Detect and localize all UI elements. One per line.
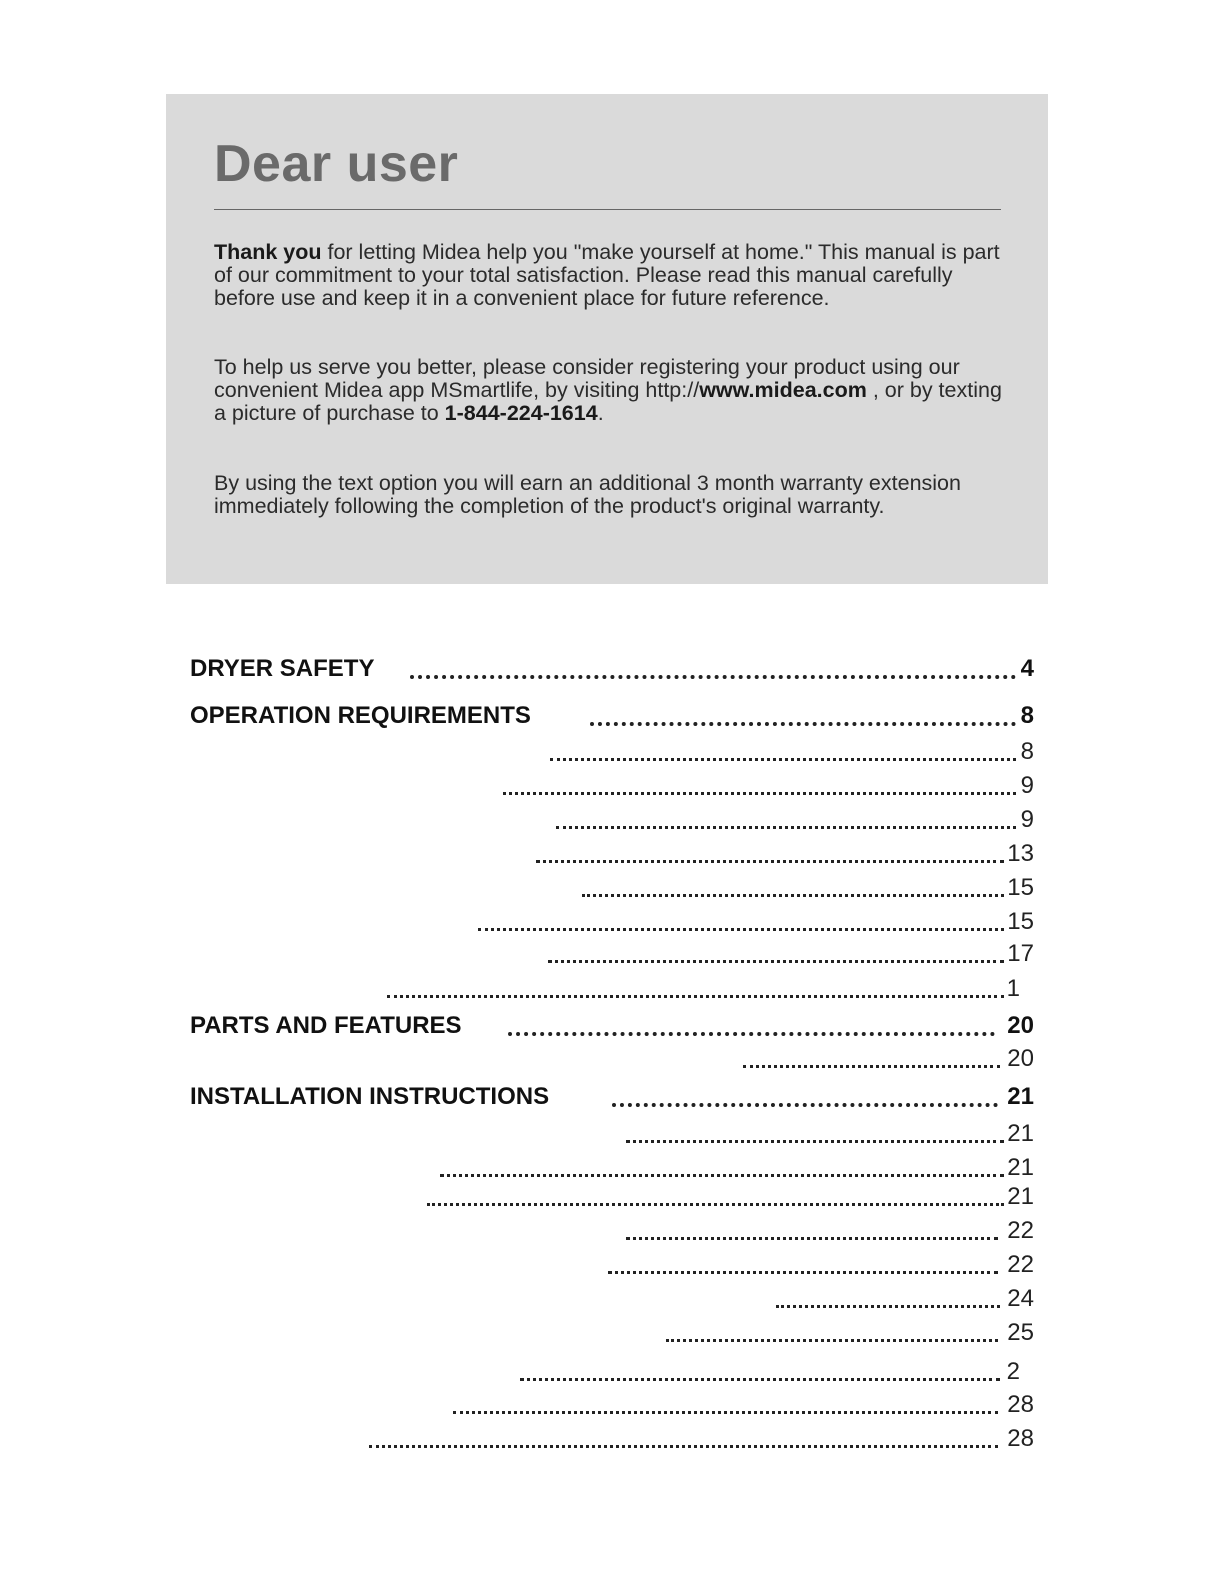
toc-dot-leader bbox=[556, 826, 1016, 829]
toc-dot-leader bbox=[626, 1237, 998, 1240]
toc-entry-label: PARTS AND FEATURES bbox=[190, 1012, 462, 1039]
intro-paragraph-3: By using the text option you will earn an additional 3 month warranty extension immediately following the completion of the product's original warranty. bbox=[214, 471, 961, 518]
paragraph-2-text-a: To help us serve you better, please consider registering your product using our convenient Midea app MSmartlife, by visiting http:// bbox=[214, 355, 960, 402]
toc-subentry-row[interactable] bbox=[190, 1154, 1040, 1184]
toc-dot-leader bbox=[626, 1140, 1004, 1143]
toc-page-number: 2 bbox=[1006, 1358, 1020, 1385]
toc-dot-leader bbox=[387, 995, 1004, 998]
toc-dot-leader bbox=[520, 1378, 1000, 1381]
toc-dot-leader bbox=[590, 722, 1016, 726]
toc-dot-leader bbox=[410, 675, 1016, 679]
toc-section-row[interactable] bbox=[190, 1083, 1040, 1113]
toc-dot-leader bbox=[666, 1339, 998, 1342]
toc-subentry-row[interactable] bbox=[190, 1045, 1040, 1075]
toc-subentry-row[interactable] bbox=[190, 1319, 1040, 1349]
toc-dot-leader bbox=[503, 792, 1016, 795]
toc-subentry-row[interactable] bbox=[190, 1285, 1040, 1315]
toc-dot-leader bbox=[508, 1032, 995, 1036]
toc-page-number: 22 bbox=[1007, 1251, 1034, 1278]
toc-entry-label: OPERATION REQUIREMENTS bbox=[190, 702, 531, 729]
toc-subentry-row[interactable] bbox=[190, 1358, 1040, 1388]
toc-page-number: 24 bbox=[1007, 1285, 1034, 1312]
toc-dot-leader bbox=[536, 860, 1004, 863]
toc-page-number: 9 bbox=[1020, 806, 1034, 833]
paragraph-2-text-b: , or by texting a picture of purchase to bbox=[214, 378, 1002, 425]
toc-page-number: 20 bbox=[1007, 1045, 1034, 1072]
toc-dot-leader bbox=[776, 1305, 1000, 1308]
toc-page-number: 28 bbox=[1007, 1425, 1034, 1452]
toc-page-number: 8 bbox=[1020, 738, 1034, 765]
toc-subentry-row[interactable] bbox=[190, 1120, 1040, 1150]
toc-subentry-row[interactable] bbox=[190, 738, 1040, 768]
phone-number: 1-844-224-1614 bbox=[444, 401, 598, 425]
toc-subentry-row[interactable] bbox=[190, 1391, 1040, 1421]
toc-dot-leader bbox=[369, 1445, 998, 1448]
toc-subentry-row[interactable] bbox=[190, 975, 1040, 1005]
toc-section-row[interactable] bbox=[190, 702, 1040, 732]
toc-subentry-row[interactable] bbox=[190, 772, 1040, 802]
toc-subentry-row[interactable] bbox=[190, 940, 1040, 970]
toc-section-row[interactable] bbox=[190, 1012, 1040, 1042]
toc-subentry-row[interactable] bbox=[190, 1217, 1040, 1247]
toc-page-number: 25 bbox=[1007, 1319, 1034, 1346]
thank-you-lead: Thank you bbox=[214, 240, 322, 264]
toc-dot-leader bbox=[550, 758, 1016, 761]
toc-page-number: 1 bbox=[1006, 975, 1020, 1002]
toc-page-number: 21 bbox=[1007, 1083, 1034, 1110]
toc-entry-label: INSTALLATION INSTRUCTIONS bbox=[190, 1083, 550, 1110]
toc-dot-leader bbox=[548, 960, 1004, 963]
toc-dot-leader bbox=[608, 1271, 998, 1274]
toc-dot-leader bbox=[453, 1411, 998, 1414]
toc-subentry-row[interactable] bbox=[190, 1425, 1040, 1455]
toc-page-number: 20 bbox=[1007, 1012, 1034, 1039]
toc-page-number: 15 bbox=[1007, 908, 1034, 935]
toc-page-number: 9 bbox=[1020, 772, 1034, 799]
toc-page-number: 22 bbox=[1007, 1217, 1034, 1244]
toc-dot-leader bbox=[582, 894, 1004, 897]
website-link[interactable]: www.midea.com bbox=[699, 378, 867, 402]
toc-page-number: 8 bbox=[1020, 702, 1034, 729]
toc-subentry-row[interactable] bbox=[190, 1183, 1040, 1213]
toc-page-number: 21 bbox=[1007, 1183, 1034, 1210]
toc-section-row[interactable] bbox=[190, 655, 1040, 685]
toc-entry-label: DRYER SAFETY bbox=[190, 655, 375, 682]
intro-title: Dear user bbox=[214, 135, 459, 193]
toc-subentry-row[interactable] bbox=[190, 806, 1040, 836]
toc-page-number: 21 bbox=[1007, 1120, 1034, 1147]
toc-dot-leader bbox=[427, 1203, 1004, 1206]
toc-subentry-row[interactable] bbox=[190, 874, 1040, 904]
paragraph-1-text: for letting Midea help you "make yourself at home." This manual is part of our commitment to your total satisfaction. Please read this manual carefully before use and keep it in a convenient place for future reference. bbox=[214, 240, 1000, 310]
toc-page-number: 28 bbox=[1007, 1391, 1034, 1418]
paragraph-2-end: . bbox=[597, 401, 604, 425]
toc-page-number: 13 bbox=[1007, 840, 1034, 867]
toc-page-number: 15 bbox=[1007, 874, 1034, 901]
toc-page-number: 17 bbox=[1007, 940, 1034, 967]
toc-dot-leader bbox=[440, 1174, 1004, 1177]
toc-page-number: 21 bbox=[1007, 1154, 1034, 1181]
toc-subentry-row[interactable] bbox=[190, 840, 1040, 870]
toc-dot-leader bbox=[612, 1103, 998, 1107]
toc-subentry-row[interactable] bbox=[190, 908, 1040, 938]
toc-dot-leader bbox=[478, 928, 1004, 931]
toc-subentry-row[interactable] bbox=[190, 1251, 1040, 1281]
toc-dot-leader bbox=[743, 1065, 1000, 1068]
toc-page-number: 4 bbox=[1020, 655, 1034, 682]
